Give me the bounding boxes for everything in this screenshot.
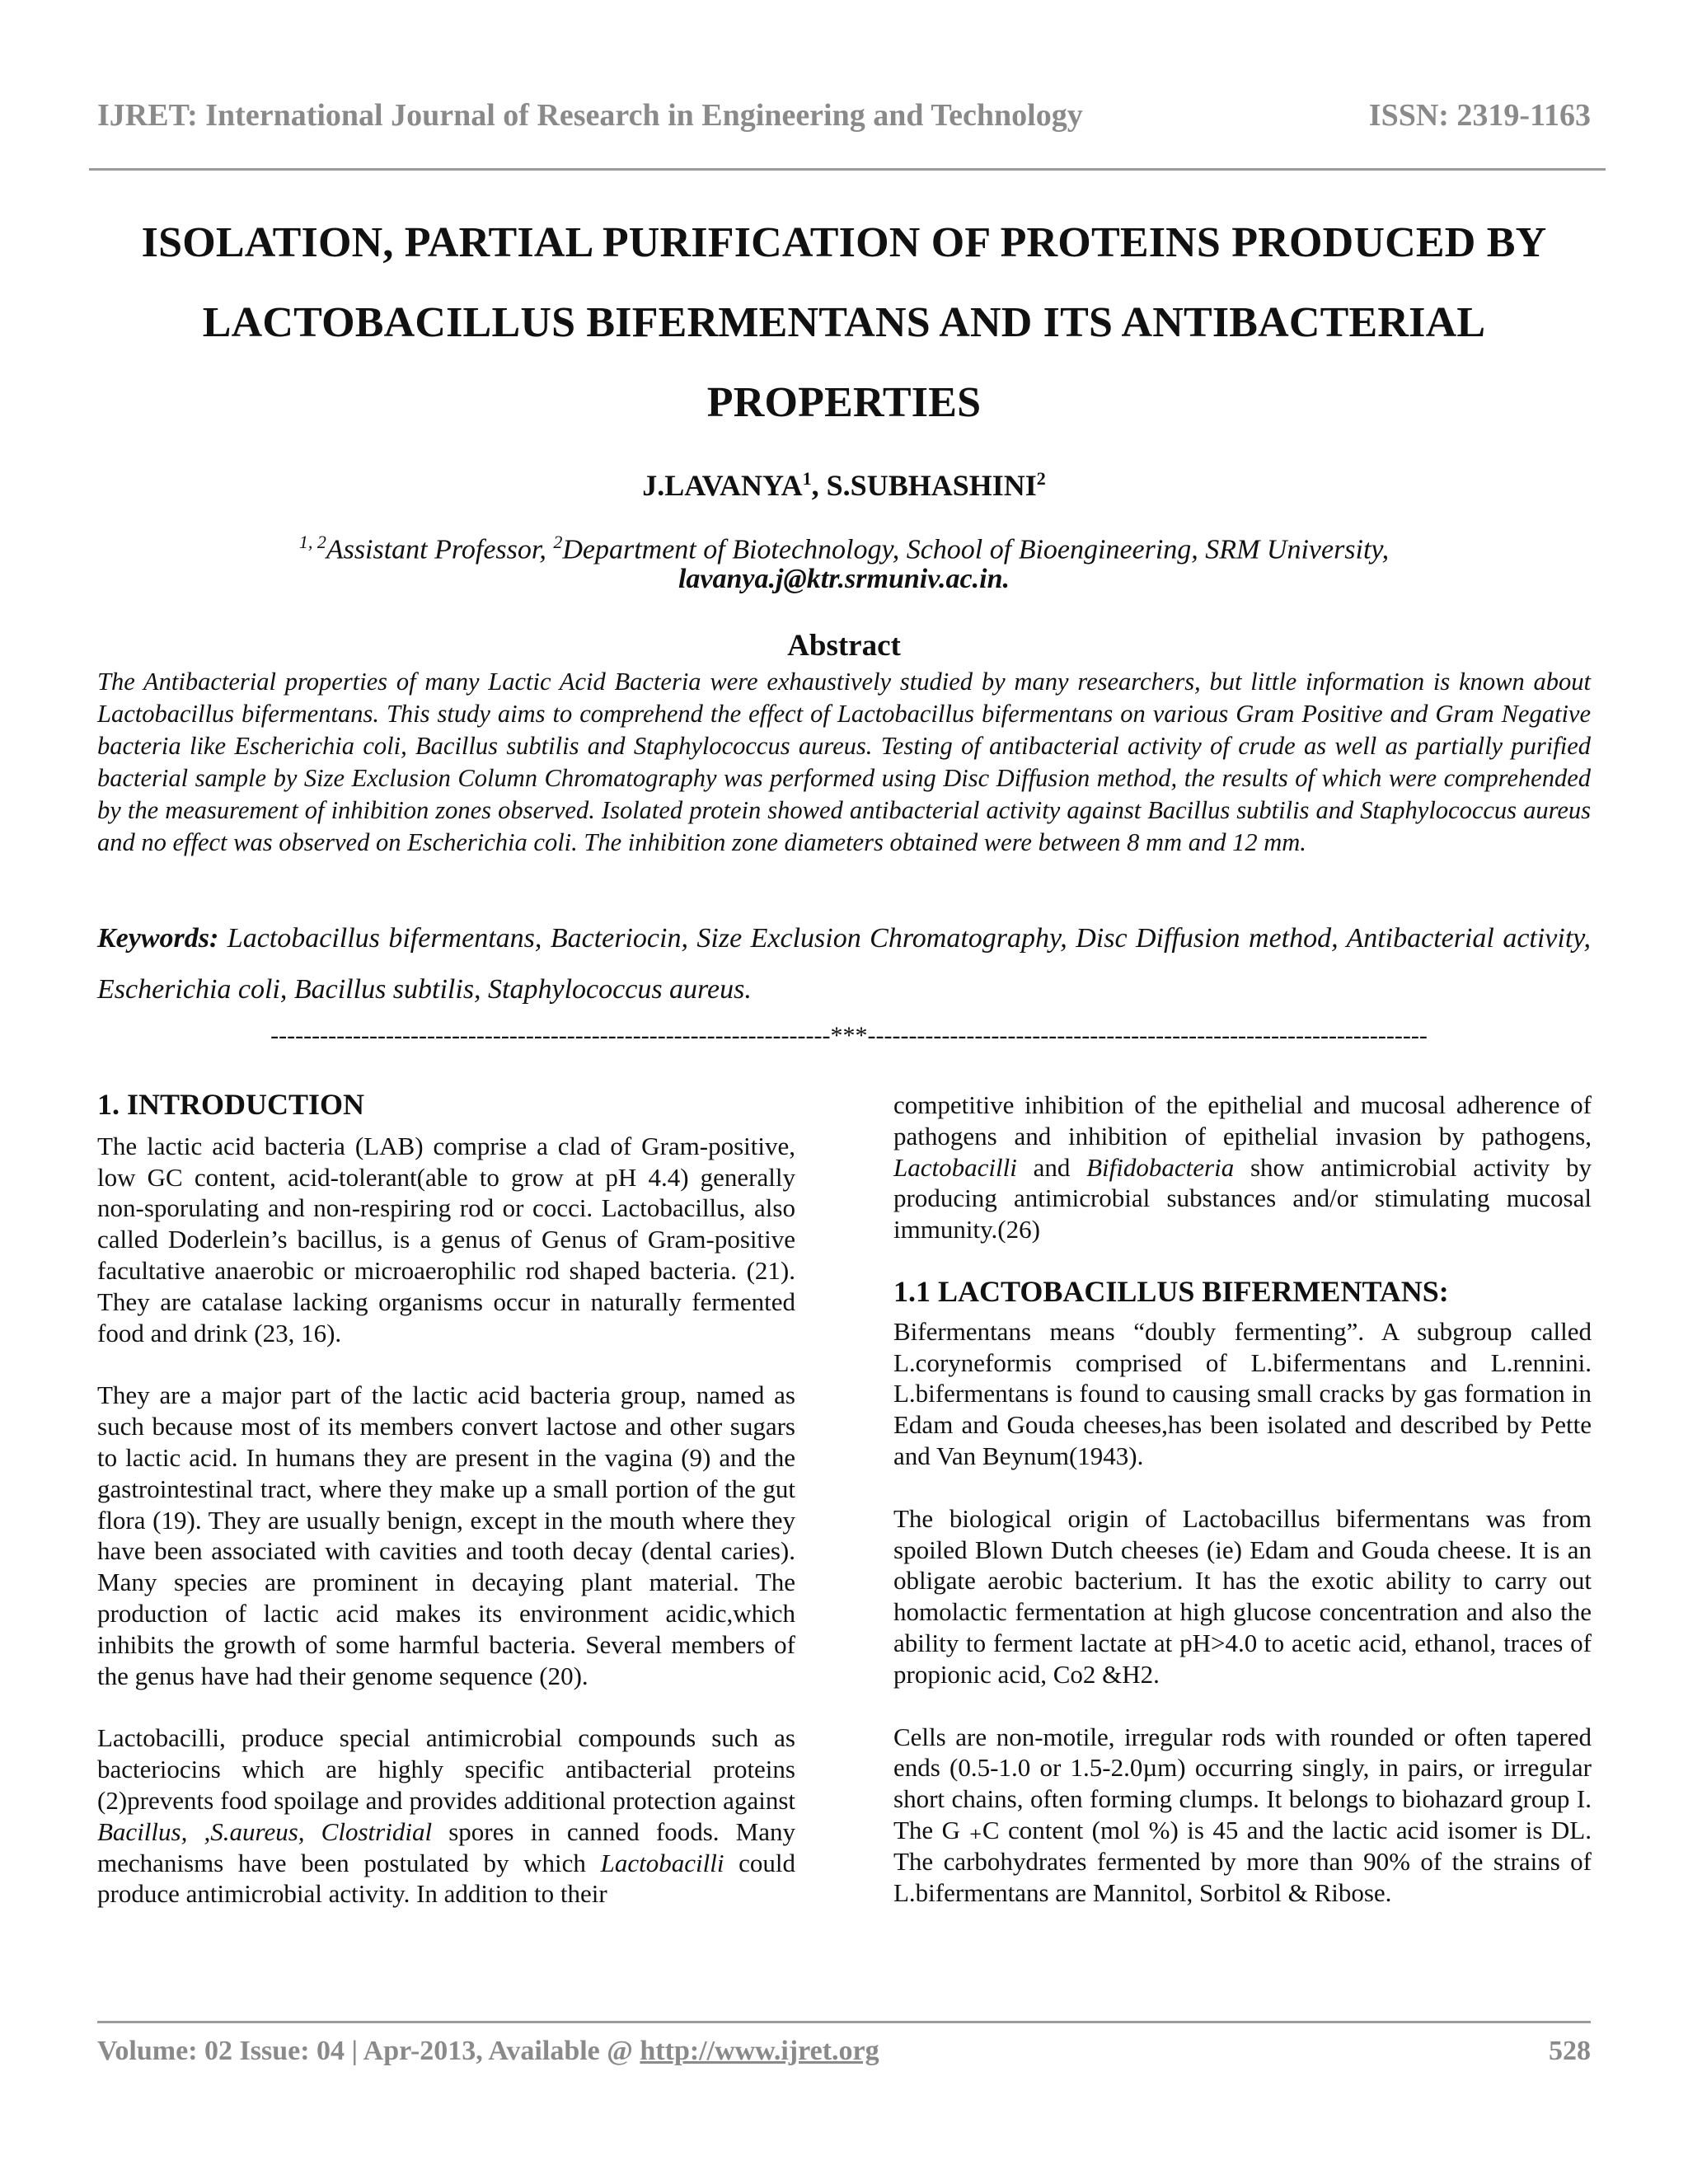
footer-rule <box>97 2021 1591 2023</box>
cont-text-c: show antimicrobial activity by producing antimicrobial substances and/or stimulating mucosal immunity.(26) <box>893 1152 1592 1244</box>
intro-paragraph-1: The lactic acid bacteria (LAB) comprise a clad of Gram-positive, low GC content, acid-tolerant(able to grow at pH 4.4) generally non-sporulating and non-respiring rod or cocci. Lactobacillus, also called Doderlein’s bacillus, is a genus of Genus of Gram-positive facultative anaerobic or microaerophilic rod shaped bacteria. (21). They are catalase lacking organisms occur in naturally fermented food and drink (23, 16). <box>97 1131 795 1347</box>
journal-name: IJRET: International Journal of Research in Engineering and Technology <box>97 98 1083 133</box>
footer <box>97 2036 1591 2075</box>
issn: ISSN: 2319-1163 <box>1368 98 1591 133</box>
cont-text-b: and <box>1016 1152 1087 1182</box>
keywords-text: Lactobacillus bifermentans, Bacteriocin, Size Exclusion Chromatography, Disc Diffusion method, Antibacterial activity, Escherichia coli, Bacillus subtilis, Staphylococcus aureus. <box>97 923 1591 1005</box>
section-1-1-paragraph-1: Bifermentans means “doubly fermenting”. A subgroup called L.coryneformis comprised of L.bifermentans and L.rennini. L.bifermentans is found to causing small cracks by gas formation in Edam and Gouda cheeses,has been isolated and described by Pette and Van Beynum(1943). <box>893 1316 1592 1470</box>
abstract-text: The Antibacterial properties of many Lactic Acid Bacteria were exhaustively studied by many researchers, but little information is known about Lactobacillus bifermentans. This study aims to comprehend the effect of Lactobacillus bifermentans on various Gram Positive and Gram Negative bacteria like Escherichia coli, Bacillus subtilis and Staphylococcus aureus. Testing of antibacterial activity of crude as well as partially purified bacterial sample by Size Exclusion Column Chromatography was performed using Disc Diffusion method, the results of which were comprehended by the measurement of inhibition zones observed. Isolated protein showed antibacterial activity against Bacillus subtilis and Staphylococcus aureus and no effect was observed on Escherichia coli. The inhibition zone diameters obtained were between 8 mm and 12 mm. <box>97 668 1591 856</box>
page-number: 528 <box>1549 2036 1591 2066</box>
affil-sup-a: 1, 2 <box>298 532 326 552</box>
author-2-sup: 2 <box>1036 468 1046 489</box>
intro-p3-text-a: Lactobacilli, produce special antimicrobial compounds such as bacteriocins which are highly specific antibacterial proteins (2)prevents food spoilage and provides additional protection against <box>97 1723 795 1815</box>
keywords-label: Keywords: <box>97 923 219 954</box>
section-1-1-heading: 1.1 LACTOBACILLUS BIFERMENTANS: <box>893 1274 1449 1308</box>
intro-paragraph-3 <box>97 1722 795 1910</box>
footer-volume <box>97 2036 879 2067</box>
author-2: S.SUBHASHINI <box>826 469 1037 502</box>
cont-text-a: competitive inhibition of the epithelial and mucosal adherence of pathogens and inhibition of epithelial invasion by pathogens, <box>893 1090 1592 1151</box>
left-column <box>97 1090 795 1941</box>
author-email: lavanya.j@ktr.srmuniv.ac.in. <box>678 564 1010 594</box>
section-1-1-paragraph-3: Cells are non-motile, irregular rods with rounded or often tapered ends (0.5-1.0 or 1.5-2.0µm) occurring singly, in pairs, or irregular short chains, often forming clumps. It belongs to biohazard group I. The G ₊C content (mol %) is 45 and the lactic acid isomer is DL. The carbohydrates fermented by more than 90% of the strains of L.bifermentans are Mannitol, Sorbitol & Ribose. <box>893 1722 1592 1907</box>
affil-sup-b: 2 <box>553 532 563 552</box>
authors <box>97 468 1591 503</box>
section-separator: --------------------------------------------------------------------***-------------------------------------------------------------------- <box>270 1022 1428 1049</box>
intro-p3-italic-1: Bacillus, ,S.aureus, Clostridial <box>97 1816 433 1846</box>
title-line-1: ISOLATION, PARTIAL PURIFICATION OF PROTEINS PRODUCED BY <box>141 219 1547 266</box>
intro-paragraph-2: They are a major part of the lactic acid bacteria group, named as such because most of its members convert lactose and other sugars to lactic acid. In humans they are present in the vagina (9) and the gastrointestinal tract, where they make up a small portion of the gut flora (19). They are usually benign, except in the mouth where they have been associated with cavities and tooth decay (dental caries). Many species are prominent in decaying plant material. The production of lactic acid makes its environment acidic,which inhibits the growth of some harmful bacteria. Several members of the genus have had their genome sequence (20). <box>97 1380 795 1690</box>
title-line-3: PROPERTIES <box>706 379 982 426</box>
footer-prefix: Volume: 02 Issue: 04 | Apr-2013, Available @ <box>97 2036 640 2066</box>
affil-dept: Department of Biotechnology, School of Bioengineering, SRM University, <box>562 534 1390 565</box>
cont-italic-2: Bifidobacteria <box>1086 1152 1235 1182</box>
author-1-sup: 1 <box>802 468 812 489</box>
intro-p3-text-b: spores in canned foods. Many mechanisms have been postulated by which <box>97 1816 796 1877</box>
affiliation <box>97 524 1591 568</box>
cont-italic-1: Lactobacilli <box>893 1152 1017 1182</box>
affil-role: Assistant Professor, <box>326 534 554 565</box>
keywords <box>97 913 1591 1015</box>
right-column <box>893 1090 1592 1939</box>
author-separator: , <box>811 469 827 502</box>
author-1: J.LAVANYA <box>642 469 803 502</box>
section-1-1-paragraph-2: The biological origin of Lactobacillus bifermentans was from spoiled Blown Dutch cheeses (ie) Edam and Gouda cheese. It is an obligate aerobic bacterium. It has the exotic ability to carry out homolactic fermentation at high glucose concentration and also the ability to ferment lactate at pH>4.0 to acetic acid, ethanol, traces of propionic acid, Co2 &H2. <box>893 1503 1592 1689</box>
paper-title <box>97 203 1591 443</box>
intro-heading: 1. INTRODUCTION <box>97 1088 365 1121</box>
abstract-heading: Abstract <box>787 629 901 663</box>
running-header <box>97 97 1591 140</box>
header-rule <box>89 168 1606 171</box>
intro-continuation <box>893 1090 1592 1245</box>
intro-p3-text-c: could produce antimicrobial activity. In addition to their <box>97 1848 795 1909</box>
intro-p3-italic-2: Lactobacilli <box>600 1848 724 1877</box>
journal-link[interactable]: http://www.ijret.org <box>640 2036 879 2066</box>
title-line-2: LACTOBACILLUS BIFERMENTANS AND ITS ANTIBACTERIAL <box>202 299 1486 346</box>
